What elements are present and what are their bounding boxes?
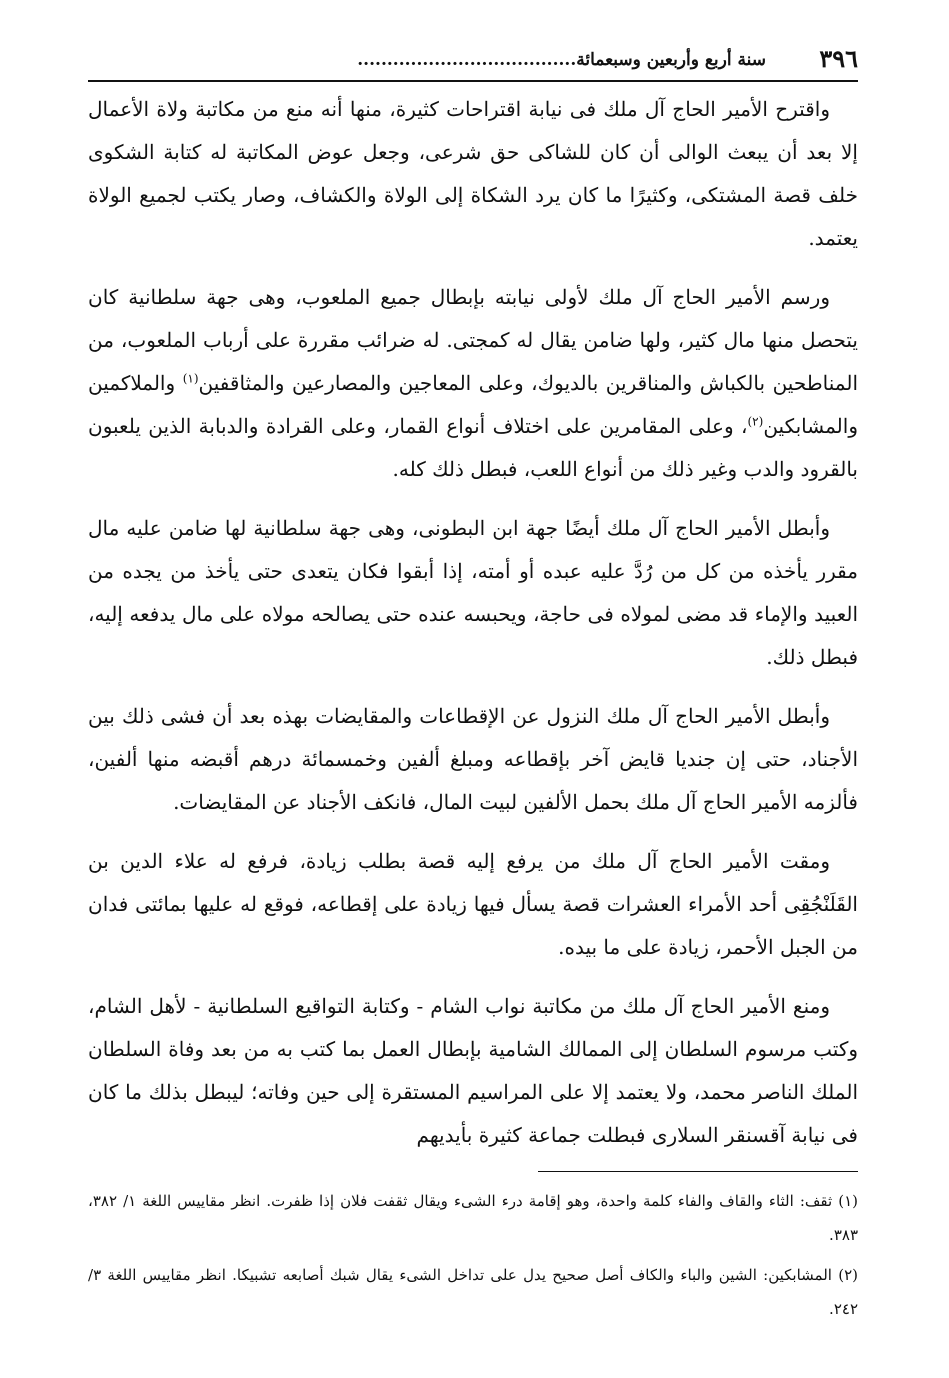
page-header (88, 40, 858, 82)
paragraph-2-text-b: والملاكمين والمشابكين (88, 371, 858, 438)
page-number: ٣٩٦ (819, 44, 858, 73)
footnotes (88, 1184, 858, 1326)
book-page (88, 40, 858, 1332)
footnote-separator (538, 1171, 858, 1172)
paragraph-3: وأبطل الأمير الحاج آل ملك أيضًا جهة ابن البطونى، وهى جهة سلطانية لها ضامن عليه مال مقرر يأخذه من كل من رُدَّ عليه عبده أو أمته، إذا أبقوا فكان يتعدى حتى يأخذ من يجده من العبيد والإماء قد مضى لمولاه فى حاجة، ويحبسه عنده حتى يصالحه مولاه على مال يدفعه إليه، فبطل ذلك. (88, 516, 858, 669)
paragraph-2 (88, 276, 858, 491)
paragraph-2-text-a: ورسم الأمير الحاج آل ملك لأولى نيابته بإبطال جميع الملعوب، وهى جهة سلطانية كان يتحصل منها مال كثير، ولها ضامن يقال له كمجتى. له ضرائب مقررة على أرباب الملعوب، من المناطحين بالكباش والمناقرين بالديوك، وعلى المعاجين والمصارعين والمثاقفين (88, 285, 858, 395)
paragraph-6: ومنع الأمير الحاج آل ملك من مكاتبة نواب الشام - وكتابة التواقيع السلطانية - لأهل الشام، وكتب مرسوم السلطان إلى الممالك الشامية بإبطال العمل بما كتب به من بعد وفاة السلطان الملك الناصر محمد، ولا يعتمد إلا على المراسيم المستقرة إلى حين وفاته؛ ليبطل بذلك ما كان فى نيابة آقسنقر السلارى فبطلت جماعة كثيرة بأيديهم (88, 994, 858, 1147)
paragraph-4: وأبطل الأمير الحاج آل ملك النزول عن الإقطاعات والمقايضات بهذه بعد أن فشى ذلك بين الأجناد، حتى إن جنديا قايض آخر بإقطاعه ومبلغ ألفين وخمسمائة درهم أقبضه منها ألفين، فألزمه الأمير الحاج آل ملك بحمل الألفين لبيت المال، فانكف الأجناد عن المقايضات. (88, 704, 859, 814)
paragraph-5: ومقت الأمير الحاج آل ملك من يرفع إليه قصة بطلب زيادة، فرفع له علاء الدين بن القَلَنْجُقِى أحد الأمراء العشرات قصة يسأل فيها زيادة على إقطاعه، فوقع له عليها بمائتى فدان من الجبل الأحمر، زيادة على ما بيده. (88, 849, 858, 959)
footnote-marker-2: (٢) (747, 414, 764, 429)
footnote-2: (٢) المشابكين: الشين والباء والكاف أصل صحيح يدل على تداخل الشىء يقال شبك أصابعه تشبيكا. انظر مقاييس اللغة ٣/ ٢٤٢. (88, 1266, 858, 1318)
footnote-1: (١) ثقف: الثاء والقاف والفاء كلمة واحدة، وهو إقامة درء الشىء ويقال ثقفت فلان إذا ظفرت. انظر مقاييس اللغة ١/ ٣٨٢، ٣٨٣. (88, 1192, 858, 1244)
footnote-marker-1: (١) (182, 371, 199, 386)
paragraph-1: واقترح الأمير الحاج آل ملك فى نيابة اقتراحات كثيرة، منها أنه منع من مكاتبة ولاة الأعمال إلا بعد أن يبعث الوالى أن كان للشاكى حق شرعى، وجعل عوض المكاتبة له كتابة الشكوى خلف قصة المشتكى، وكثيرًا ما كان يرد الشكاة إلى الولاة والكشاف، وصار يكتب لجميع الولاة يعتمد. (88, 97, 858, 250)
paragraph-2-text-c: ، وعلى المقامرين على اختلاف أنواع القمار، وعلى القرادة والدبابة الذين يلعبون بالقرود والدب وغير ذلك من أنواع اللعب، فبطل ذلك كله. (88, 414, 858, 481)
body-text (88, 88, 858, 1157)
running-title: سنة أربع وأربعين وسبعمائة..................................... (357, 50, 766, 70)
